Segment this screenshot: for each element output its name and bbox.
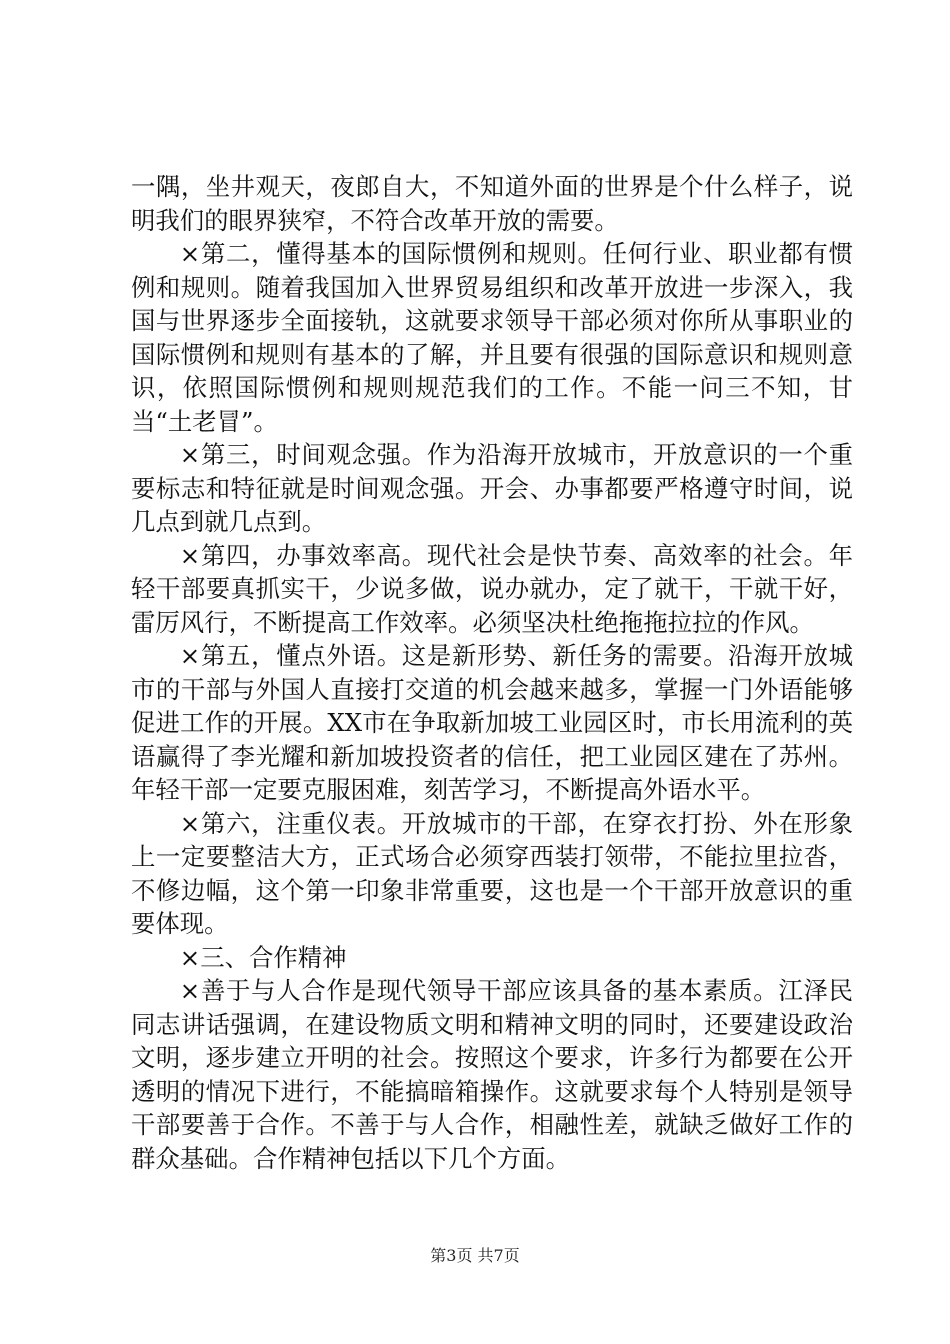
paragraph: ×第五，懂点外语。这是新形势、新任务的需要。沿海开放城市的干部与外国人直接打交道的机会越来越多，掌握一门外语能够促进工作的开展。XX市在争取新加坡工业园区时，市长用流利的英语赢得了李光耀和新加坡投资者的信任，把工业园区建在了苏州。年轻干部一定要克服困难，刻苦学习，不断提高外语水平。 [131,641,853,804]
paragraph: ×第四，办事效率高。现代社会是快节奏、高效率的社会。年轻干部要真抓实干，少说多做，说办就办，定了就干，干就干好，雷厉风行，不断提高工作效率。必须坚决杜绝拖拖拉拉的作风。 [131,540,853,637]
paragraph: ×第三，时间观念强。作为沿海开放城市，开放意识的一个重要标志和特征就是时间观念强。开会、办事都要严格遵守时间，说几点到就几点到。 [131,440,853,536]
paragraph: 一隅，坐井观天，夜郎自大，不知道外面的世界是个什么样子，说明我们的眼界狭窄，不符合改革开放的需要。 [131,172,853,235]
paragraph: ×第二，懂得基本的国际惯例和规则。任何行业、职业都有惯例和规则。随着我国加入世界贸易组织和改革开放进一步深入，我国与世界逐步全面接轨，这就要求领导干部必须对你所从事职业的国际惯例和规则有基本的了解，并且要有很强的国际意识和规则意识，依照国际惯例和规则规范我们的工作。不能一问三不知，甘当“土老冒”。 [131,239,853,436]
paragraph: ×善于与人合作是现代领导干部应该具备的基本素质。江泽民同志讲话强调，在建设物质文明和精神文明的同时，还要建设政治文明，逐步建立开明的社会。按照这个要求，许多行为都要在公开透明的情况下进行，不能搞暗箱操作。这就要求每个人特别是领导干部要善于合作。不善于与人合作，相融性差，就缺乏做好工作的群众基础。合作精神包括以下几个方面。 [131,976,853,1173]
paragraph: ×第六，注重仪表。开放城市的干部，在穿衣打扮、外在形象上一定要整洁大方，正式场合必须穿西装打领带，不能拉里拉沓，不修边幅，这个第一印象非常重要，这也是一个干部开放意识的重要体现。 [131,808,853,938]
document-body [131,170,853,1175]
section-heading: ×三、合作精神 [179,942,347,972]
page-number-footer: 第3页 共7页 [430,1246,520,1265]
